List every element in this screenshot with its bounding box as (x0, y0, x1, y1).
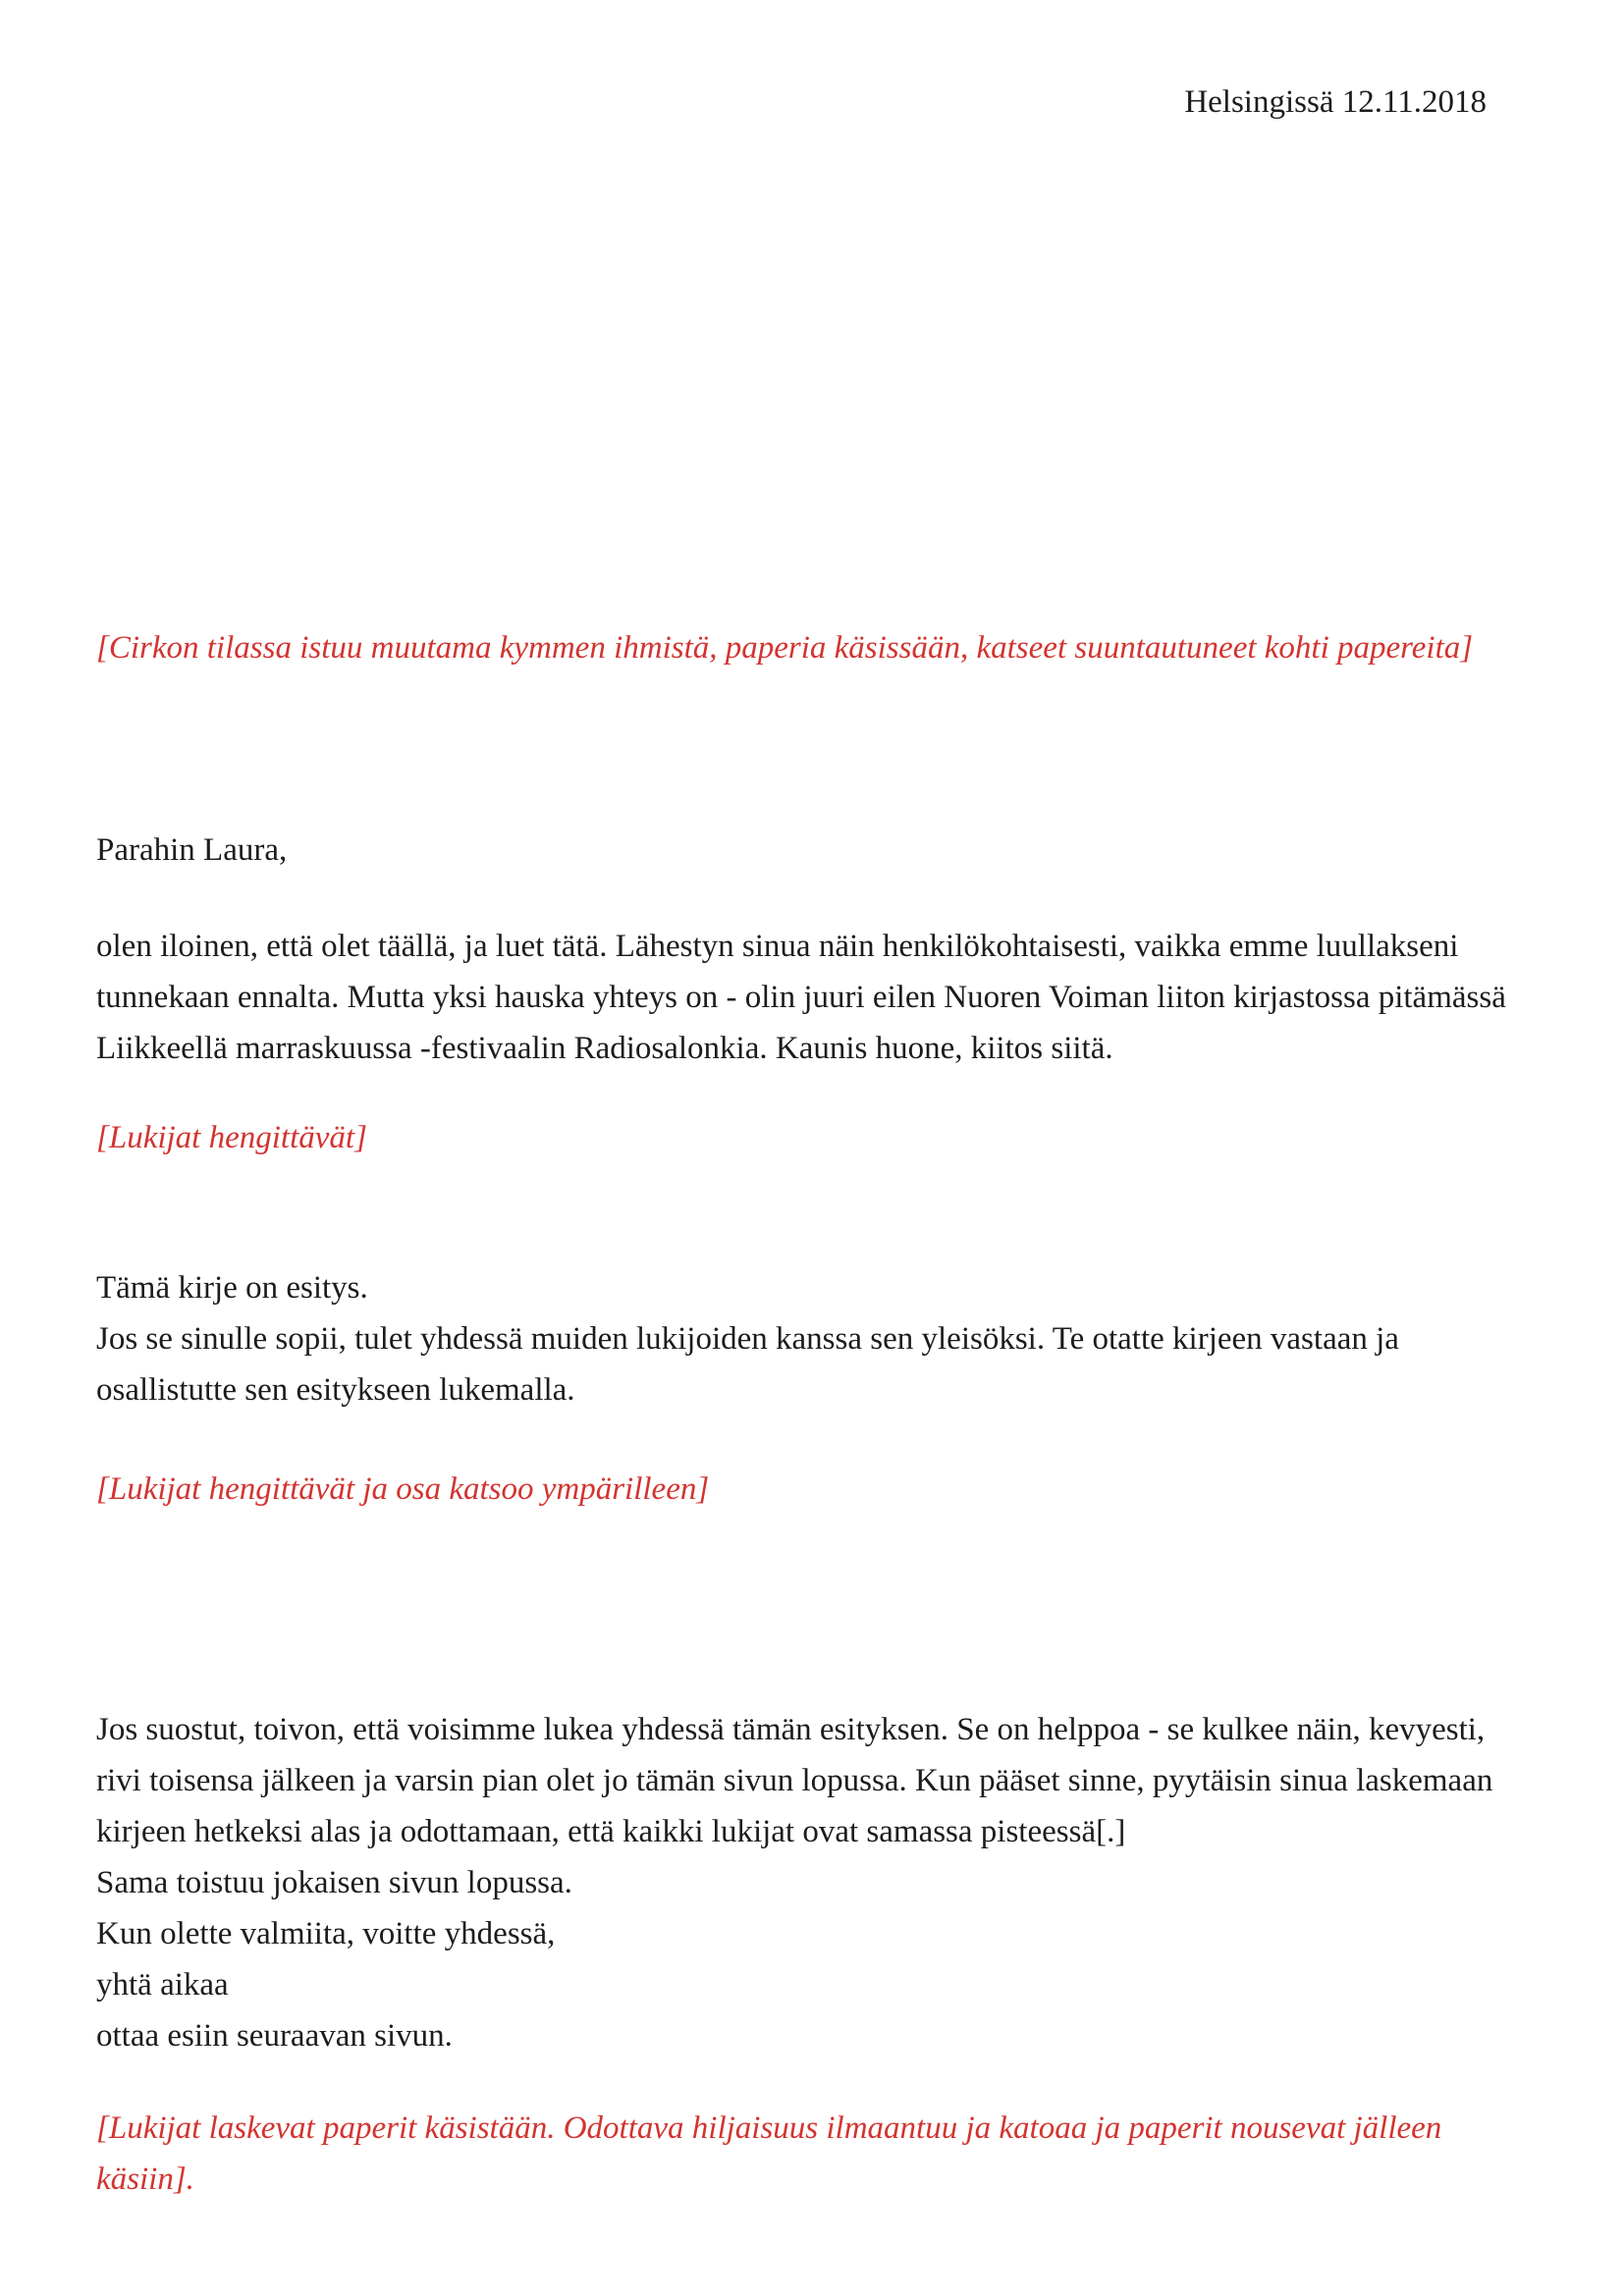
paragraph-2-line-2: Jos se sinulle sopii, tulet yhdessä muiden lukijoiden kanssa sen yleisöksi. Te otatte kirjeen vastaan ja (96, 1321, 1399, 1357)
paragraph-3-line-7: ottaa esiin seuraavan sivun. (96, 2018, 453, 2054)
paragraph-3-line-4: Sama toistuu jokaisen sivun lopussa. (96, 1865, 572, 1900)
stage-direction-breath-2: [Lukijat hengittävät ja osa katsoo ympärilleen] (96, 1471, 710, 1507)
stage-direction-breath-1: [Lukijat hengittävät] (96, 1120, 367, 1155)
paragraph-3-line-5: Kun olette valmiita, voitte yhdessä, (96, 1916, 556, 1951)
paragraph-3-line-1: Jos suostut, toivon, että voisimme lukea yhdessä tämän esityksen. Se on helppoa - se kulkee näin, kevyesti, (96, 1712, 1486, 1747)
paragraph-2 (96, 1262, 1536, 1415)
paragraph-1-line-2: tunnekaan ennalta. Mutta yksi hauska yhteys on - olin juuri eilen Nuoren Voiman liiton kirjastossa pitämässä (96, 980, 1506, 1015)
paragraph-3 (96, 1704, 1536, 2061)
paragraph-3-line-2: rivi toisensa jälkeen ja varsin pian olet jo tämän sivun lopussa. Kun pääset sinne, pyytäisin sinua laskemaan (96, 1763, 1493, 1798)
dateline: Helsingissä 12.11.2018 (1184, 84, 1487, 120)
paragraph-1 (96, 921, 1536, 1074)
paragraph-1-line-3: Liikkeellä marraskuussa -festivaalin Radiosalonkia. Kaunis huone, kiitos siitä. (96, 1031, 1113, 1066)
paragraph-3-line-6: yhtä aikaa (96, 1967, 229, 2002)
paragraph-2-line-1: Tämä kirje on esitys. (96, 1270, 368, 1306)
paragraph-3-line-3: kirjeen hetkeksi alas ja odottamaan, että kaikki lukijat ovat samassa pisteessä[.] (96, 1814, 1126, 1849)
stage-direction-closing: [Lukijat laskevat paperit käsistään. Odottava hiljaisuus ilmaantuu ja katoaa ja paperit nousevat jälleen käsiin]. (96, 2110, 1442, 2197)
paragraph-2-line-3: osallistutte sen esitykseen lukemalla. (96, 1372, 575, 1408)
salutation: Parahin Laura, (96, 832, 288, 868)
stage-direction-opening: [Cirkon tilassa istuu muutama kymmen ihmistä, paperia käsissään, katseet suuntautuneet kohti papereita] (96, 630, 1474, 666)
paragraph-1-line-1: olen iloinen, että olet täällä, ja luet tätä. Lähestyn sinua näin henkilökohtaisesti, vaikka emme luullakseni (96, 929, 1459, 964)
